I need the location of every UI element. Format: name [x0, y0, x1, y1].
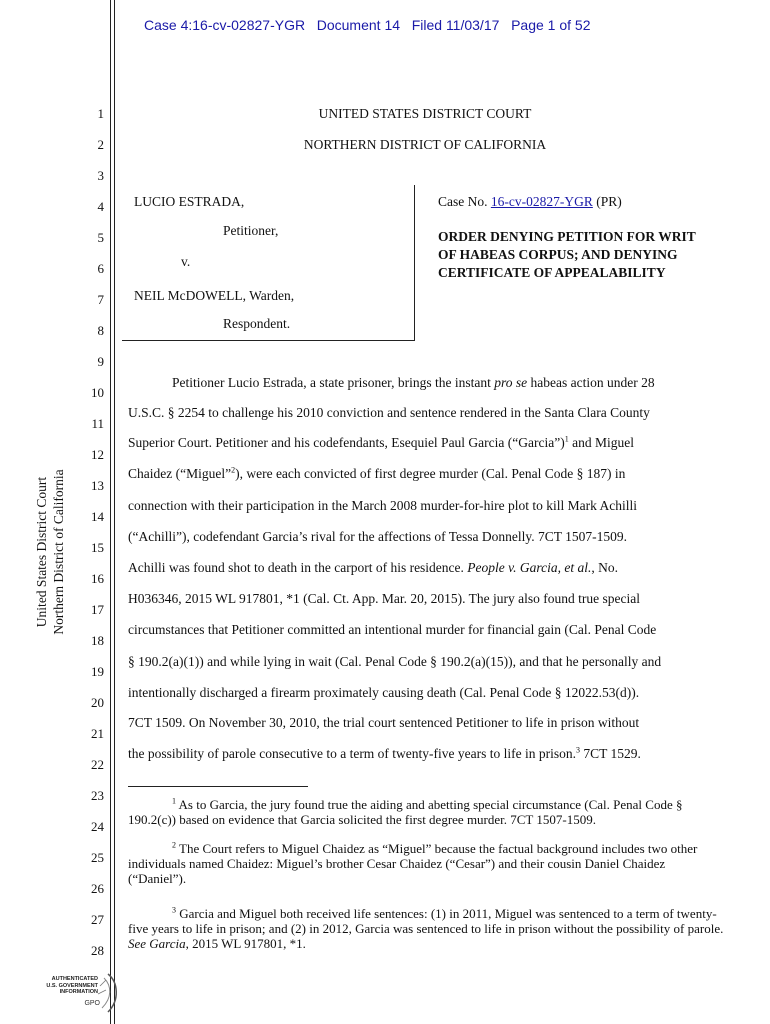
- line-number: 15: [91, 540, 104, 555]
- gpo-mark: GPO: [84, 1000, 100, 1007]
- line-number: 2: [97, 137, 104, 152]
- line-number: 18: [91, 633, 104, 648]
- footnote-ref-3[interactable]: 3: [576, 745, 581, 755]
- line-number: 7: [97, 292, 104, 307]
- header-case: Case 4:16-cv-02827-YGR: [144, 17, 306, 33]
- body-line-9: circumstances that Petitioner committed an intentional murder for financial gain (Cal. Penal Code: [128, 622, 657, 637]
- line-number: 28: [91, 943, 104, 958]
- header-document: Document 14: [316, 17, 401, 33]
- caption-divider-vertical: [414, 185, 415, 341]
- footnote-text: , 2015 WL 917801, *1.: [185, 936, 306, 951]
- footnote-ref-2[interactable]: 2: [231, 465, 236, 475]
- footnote-2: [128, 841, 724, 886]
- line-number: 22: [91, 757, 104, 772]
- footnote-text: As to Garcia, the jury found true the aiding and abetting special circumstance (Cal. Penal Code § 190.2(c)) based on evidence that Garcia solicited the first degree murder. 7CT 1507-1509.: [128, 797, 683, 827]
- line-number: 14: [91, 509, 104, 524]
- body-line-11: intentionally discharged a firearm proximately causing death (Cal. Penal Code § 12022.53(d)).: [128, 685, 640, 700]
- text-run: , No.: [591, 560, 619, 575]
- left-margin-rule: [110, 0, 111, 1024]
- header-filed: Filed 11/03/17: [411, 17, 500, 33]
- case-number: [438, 194, 622, 210]
- body-line-10: § 190.2(a)(1)) and while lying in wait (Cal. Penal Code § 190.2(a)(15)), and that he personally and: [128, 654, 662, 669]
- line-number: 5: [97, 230, 104, 245]
- line-number: 8: [97, 323, 104, 338]
- footnote-ref-1[interactable]: 1: [564, 434, 569, 444]
- line-number: 10: [91, 385, 104, 400]
- respondent-name: NEIL McDOWELL, Warden,: [134, 288, 295, 303]
- text-run: and Miguel: [568, 435, 634, 450]
- footnote-separator: [128, 786, 308, 787]
- sidebar-line-1: United States District Court: [34, 476, 49, 628]
- line-number: 19: [91, 664, 104, 679]
- text-run-italic: pro se: [494, 375, 528, 390]
- court-district: NORTHERN DISTRICT OF CALIFORNIA: [303, 137, 547, 152]
- line-number: 4: [97, 199, 104, 214]
- text-run-italic: People v. Garcia, et al.: [467, 560, 592, 575]
- text-run: Superior Court. Petitioner and his codefendants, Esequiel Paul Garcia (“Garcia”): [128, 435, 565, 450]
- footnote-number: 2: [172, 840, 176, 850]
- line-number: 27: [91, 912, 104, 927]
- gpo-seal-icon: [38, 972, 118, 1016]
- footnote-number: 1: [172, 796, 176, 806]
- text-run: ), were each convicted of first degree murder (Cal. Penal Code § 187) in: [235, 466, 626, 481]
- petitioner-role: Petitioner,: [223, 223, 279, 238]
- body-line-2: U.S.C. § 2254 to challenge his 2010 conviction and sentence rendered in the Santa Clara County: [128, 405, 650, 420]
- body-line-8: H036346, 2015 WL 917801, *1 (Cal. Ct. App. Mar. 20, 2015). The jury also found true special: [128, 591, 640, 606]
- case-number-link[interactable]: 16-cv-02827-YGR: [490, 194, 593, 209]
- caption-divider-horizontal: [122, 340, 415, 341]
- line-number: 1: [97, 106, 104, 121]
- line-number: 16: [91, 571, 104, 586]
- body-line-12: 7CT 1509. On November 30, 2010, the trial court sentenced Petitioner to life in prison without: [128, 715, 640, 730]
- footnote-number: 3: [172, 905, 176, 915]
- court-name: UNITED STATES DISTRICT COURT: [318, 106, 532, 121]
- body-line-5: connection with their participation in the March 2008 murder-for-hire plot to kill Mark Achilli: [128, 498, 637, 513]
- text-run: Achilli was found shot to death in the carport of his residence.: [128, 560, 468, 575]
- line-number: 23: [91, 788, 104, 803]
- body-line-7: [128, 560, 618, 576]
- body-line-3: [128, 435, 634, 451]
- line-number: 20: [91, 695, 104, 710]
- footnote-text: Garcia and Miguel both received life sentences: (1) in 2011, Miguel was sentenced to a term of twenty-five years to life in prison; and (2) in 2012, Garcia was sentenced to life in prison without the possibility of parole.: [128, 906, 724, 936]
- line-number: 21: [91, 726, 104, 741]
- versus: v.: [181, 254, 191, 269]
- footnote-text-italic: See Garcia: [128, 936, 186, 951]
- body-line-4: [128, 466, 625, 482]
- text-run: Chaidez (“Miguel”: [128, 466, 232, 481]
- text-run: habeas action under 28: [527, 375, 655, 390]
- gpo-line: AUTHENTICATED: [51, 976, 98, 982]
- left-margin-rule-inner: [114, 0, 115, 1024]
- body-line-13: [128, 746, 641, 762]
- court-sidebar: [33, 412, 67, 692]
- respondent-role: Respondent.: [223, 316, 291, 331]
- header-page: Page 1 of 52: [511, 17, 591, 33]
- text-run: 7CT 1529.: [580, 746, 641, 761]
- gpo-line: U.S. GOVERNMENT: [46, 982, 98, 989]
- footnote-1: [128, 797, 724, 827]
- gpo-line: INFORMATION: [59, 989, 98, 995]
- footnote-3: [128, 906, 724, 951]
- filing-header: [144, 17, 590, 33]
- line-number: 17: [91, 602, 104, 617]
- case-number-label: Case No.: [438, 194, 488, 209]
- line-number: 13: [91, 478, 104, 493]
- body-line-1: [172, 375, 655, 391]
- petitioner-name: LUCIO ESTRADA,: [134, 194, 245, 209]
- body-line-6: (“Achilli”), codefendant Garcia’s rival for the affections of Tessa Donnelly. 7CT 1507-1509.: [128, 529, 628, 544]
- line-number: 25: [91, 850, 104, 865]
- text-run: Petitioner Lucio Estrada, a state prisoner, brings the instant: [172, 375, 495, 390]
- line-number: 26: [91, 881, 104, 896]
- line-number: 3: [97, 168, 104, 183]
- sidebar-line-2: Northern District of California: [51, 469, 66, 635]
- line-number: 24: [91, 819, 104, 834]
- text-run: the possibility of parole consecutive to a term of twenty-five years to life in prison.: [128, 746, 577, 761]
- order-title: ORDER DENYING PETITION FOR WRIT OF HABEAS CORPUS; AND DENYING CERTIFICATE OF APPEALABILITY: [438, 229, 696, 280]
- line-number: 6: [97, 261, 104, 276]
- footnote-text: The Court refers to Miguel Chaidez as “Miguel” because the factual background includes two other individuals named Chaidez: Miguel’s brother Cesar Chaidez (“Cesar”) and their cousin Daniel Chaidez (“Daniel”).: [128, 841, 698, 886]
- line-number: 9: [97, 354, 104, 369]
- line-number: 11: [91, 416, 104, 431]
- line-number: 12: [91, 447, 104, 462]
- case-number-suffix: (PR): [596, 194, 622, 209]
